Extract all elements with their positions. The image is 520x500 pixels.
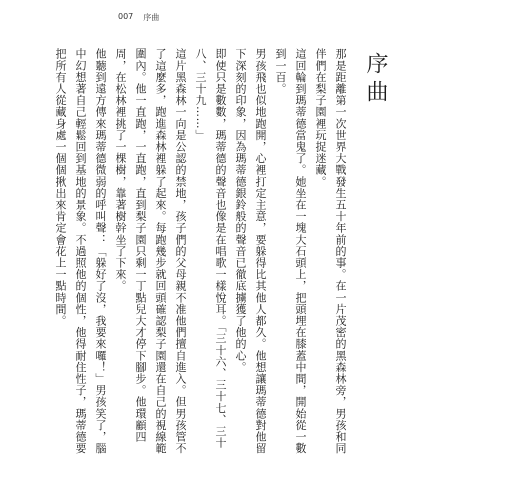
paragraph: 這片黑森林一向是公認的禁地，孩子們的父母親不准他們擅自進入。但男孩管不了這麼多，跑進森林裡躲了起來。每跑幾步就回頭確認梨子園還在自己的視線範圍內。他一直跑，一直跑，直到梨子園只剩一丁點兒大才停下腳步。他環顧四周，在松林裡挑了一棵樹，靠著樹幹坐了下來。 xyxy=(114,48,187,454)
page-header xyxy=(118,12,159,23)
paragraph: 即使只是數數，瑪蒂德的聲音也像是在唱歌一樣悅耳。「三十六、三十七、三十八、三十九……」 xyxy=(194,48,227,449)
paragraph: 這回輪到瑪蒂德當鬼了。她坐在一塊大石頭上，把頭埋在膝蓋中間，開始從一數到一百。 xyxy=(274,48,307,454)
body-text xyxy=(54,48,350,462)
running-title: 序曲 xyxy=(143,13,160,22)
paragraph: 他聽到遠方傳來瑪蒂德微弱的呼叫聲：「躲好了沒，我要來囉！」男孩笑了，腦中幻想著自己輕鬆回到基地的景象。不過照他的個性，他得耐住性子，瑪蒂德要把所有人從藏身處一個個揪出來肯定會花上一點時間。 xyxy=(54,48,107,454)
paragraph: 男孩飛也似地跑開，心裡打定主意，要躲得比其他人都久。他想讓瑪蒂德對他留下深刻的印象，因為瑪蒂德銀鈴般的聲音已徹底擄獲了他的心。 xyxy=(234,48,267,454)
paragraph: 那是距離第一次世界大戰發生五十年前的事。在一片茂密的黑森林旁，男孩和同伴們在梨子園裡玩捉迷藏。 xyxy=(314,48,347,454)
chapter-title: 序曲 xyxy=(363,52,388,108)
page-number: 007 xyxy=(118,12,134,21)
